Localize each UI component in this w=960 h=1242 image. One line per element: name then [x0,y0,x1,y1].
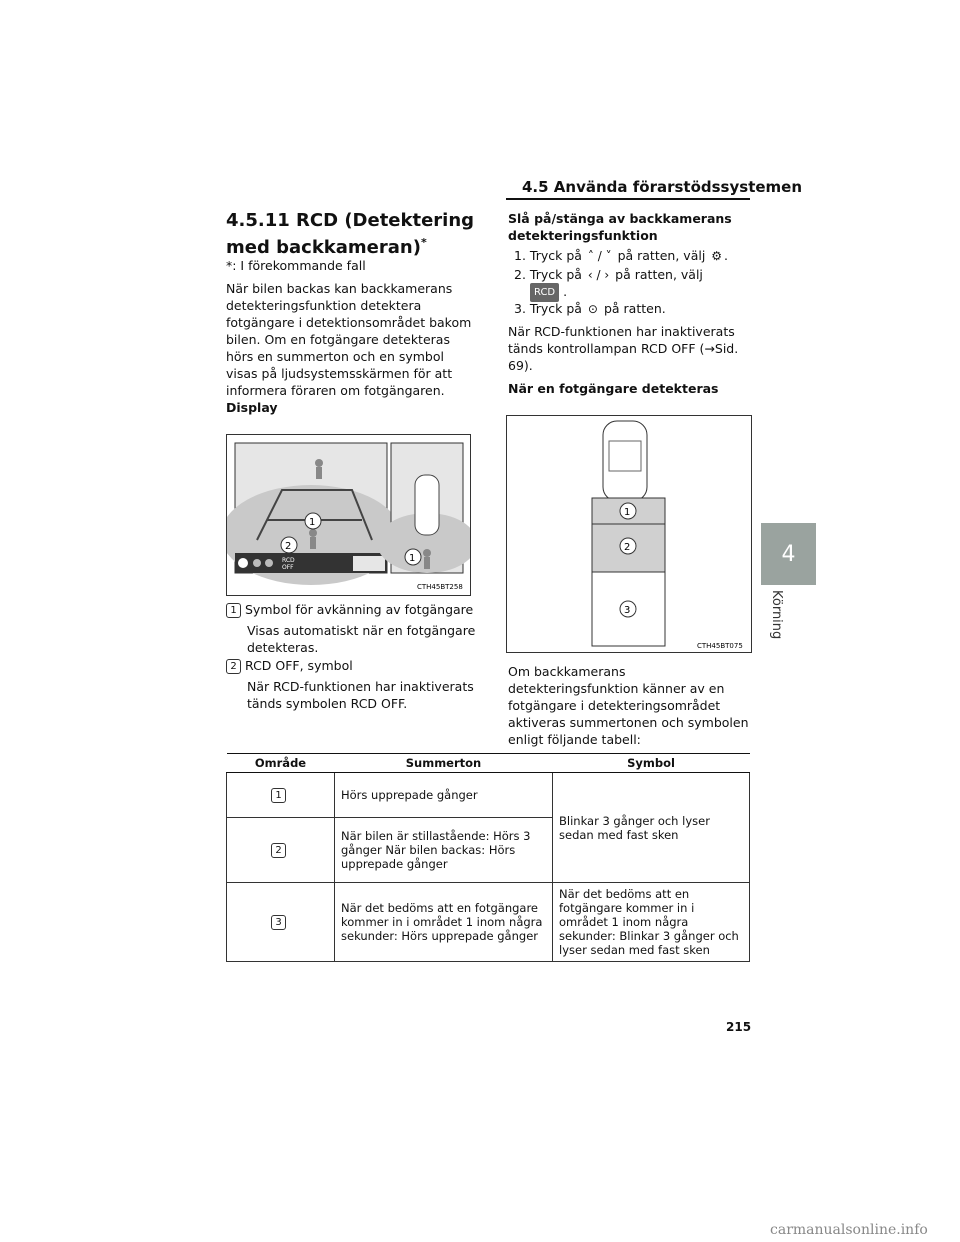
figure-code: CTH45BT075 [697,642,743,650]
alert-table [226,753,750,962]
legend-item-1: 1 Symbol för avkänning av fotgängare Visas automatiskt när en fotgängare detekteras. [226,601,476,656]
callout-1b: 1 [409,553,416,564]
callout-2: 2 [285,541,292,552]
ok-button-icon: ⊙ [587,302,598,316]
page-title: 4.5.11 RCD (Detektering med backkameran)* [226,210,475,258]
toggle-note: När RCD-funktionen har inaktiverats tänds kontrollampan RCD OFF (→Sid. 69). [508,324,739,373]
footnote: *: I förekommande fall [226,258,366,273]
zone-3: 3 [624,605,631,616]
after-figure-text: Om backkamerans detekteringsfunktion känner av en fotgängare i detekteringsområdet aktiveras summertonen och symbolen enligt följande tabell: [508,664,749,747]
chevron-left-right-icon: ‹ / › [587,268,610,282]
step-2-chip: RCD . [530,283,567,302]
display-heading: Display [226,400,278,415]
watermark[interactable]: carmanualsonline.info [770,1222,928,1238]
zone-2: 2 [624,542,631,553]
chapter-tab[interactable]: 4 [761,523,816,585]
figure-code: CTH45BT258 [417,583,463,591]
header-rule [506,198,750,200]
table-row: 3 När det bedöms att en fotgängare kommer in i området 1 inom några sekunder: Hörs upprepade gånger När det bedöms att en fotgängare kommer in i området 1 inom några sekunder: Blinkar 3 gånger och lyser sedan med fast sken [227,883,750,962]
section-header: 4.5 Använda förarstödssystemen [522,178,803,196]
detection-zone-illustration [507,416,751,652]
step-1: 1. Tryck på ˄ / ˅ på ratten, välj ⚙ . [514,248,729,263]
table-row: 2 När bilen är stillastående: Hörs 3 gånger När bilen backas: Hörs upprepade gånger [227,818,750,883]
shared-symbol: Blinkar 3 gånger och lyser sedan med fast sken [553,773,750,883]
table-row: 1 Hörs upprepade gånger Blinkar 3 gånger och lyser sedan med fast sken [227,773,750,818]
col-area: Område [227,754,335,773]
col-tone: Summerton [335,754,553,773]
zone-figure [506,415,752,653]
toggle-heading: Slå på/stänga av backkamerans detekteringsfunktion [508,211,732,243]
svg-text:RCD: RCD [282,557,295,564]
detect-heading: När en fotgängare detekteras [508,381,719,396]
step-2: 2. Tryck på ‹ / › på ratten, välj [514,267,703,282]
zone-1: 1 [624,507,631,518]
svg-text:OFF: OFF [282,564,294,571]
settings-icon: ⚙ [711,249,723,263]
intro-text: När bilen backas kan backkamerans detekteringsfunktion detektera fotgängare i detektionsområdet bakom bilen. Om en fotgängare detekteras hörs en summerton och en symbol visas på ljudsystemsskärmen för att informera föraren om fotgängaren. [226,281,472,398]
display-figure [226,434,471,596]
page-number: 215 [726,1020,752,1034]
callout-1: 1 [309,517,316,528]
legend-item-2: 2 RCD OFF, symbol När RCD-funktionen har inaktiverats tänds symbolen RCD OFF. [226,657,476,712]
step-3: 3. Tryck på ⊙ på ratten. [514,301,666,316]
rcd-chip: RCD [530,283,559,302]
legend-num: 2 [226,659,241,674]
chapter-label: Körning [769,590,784,640]
col-symbol: Symbol [553,754,750,773]
chevron-up-down-icon: ˄ / ˅ [587,249,612,263]
camera-display-illustration [227,435,470,595]
legend-num: 1 [226,603,241,618]
